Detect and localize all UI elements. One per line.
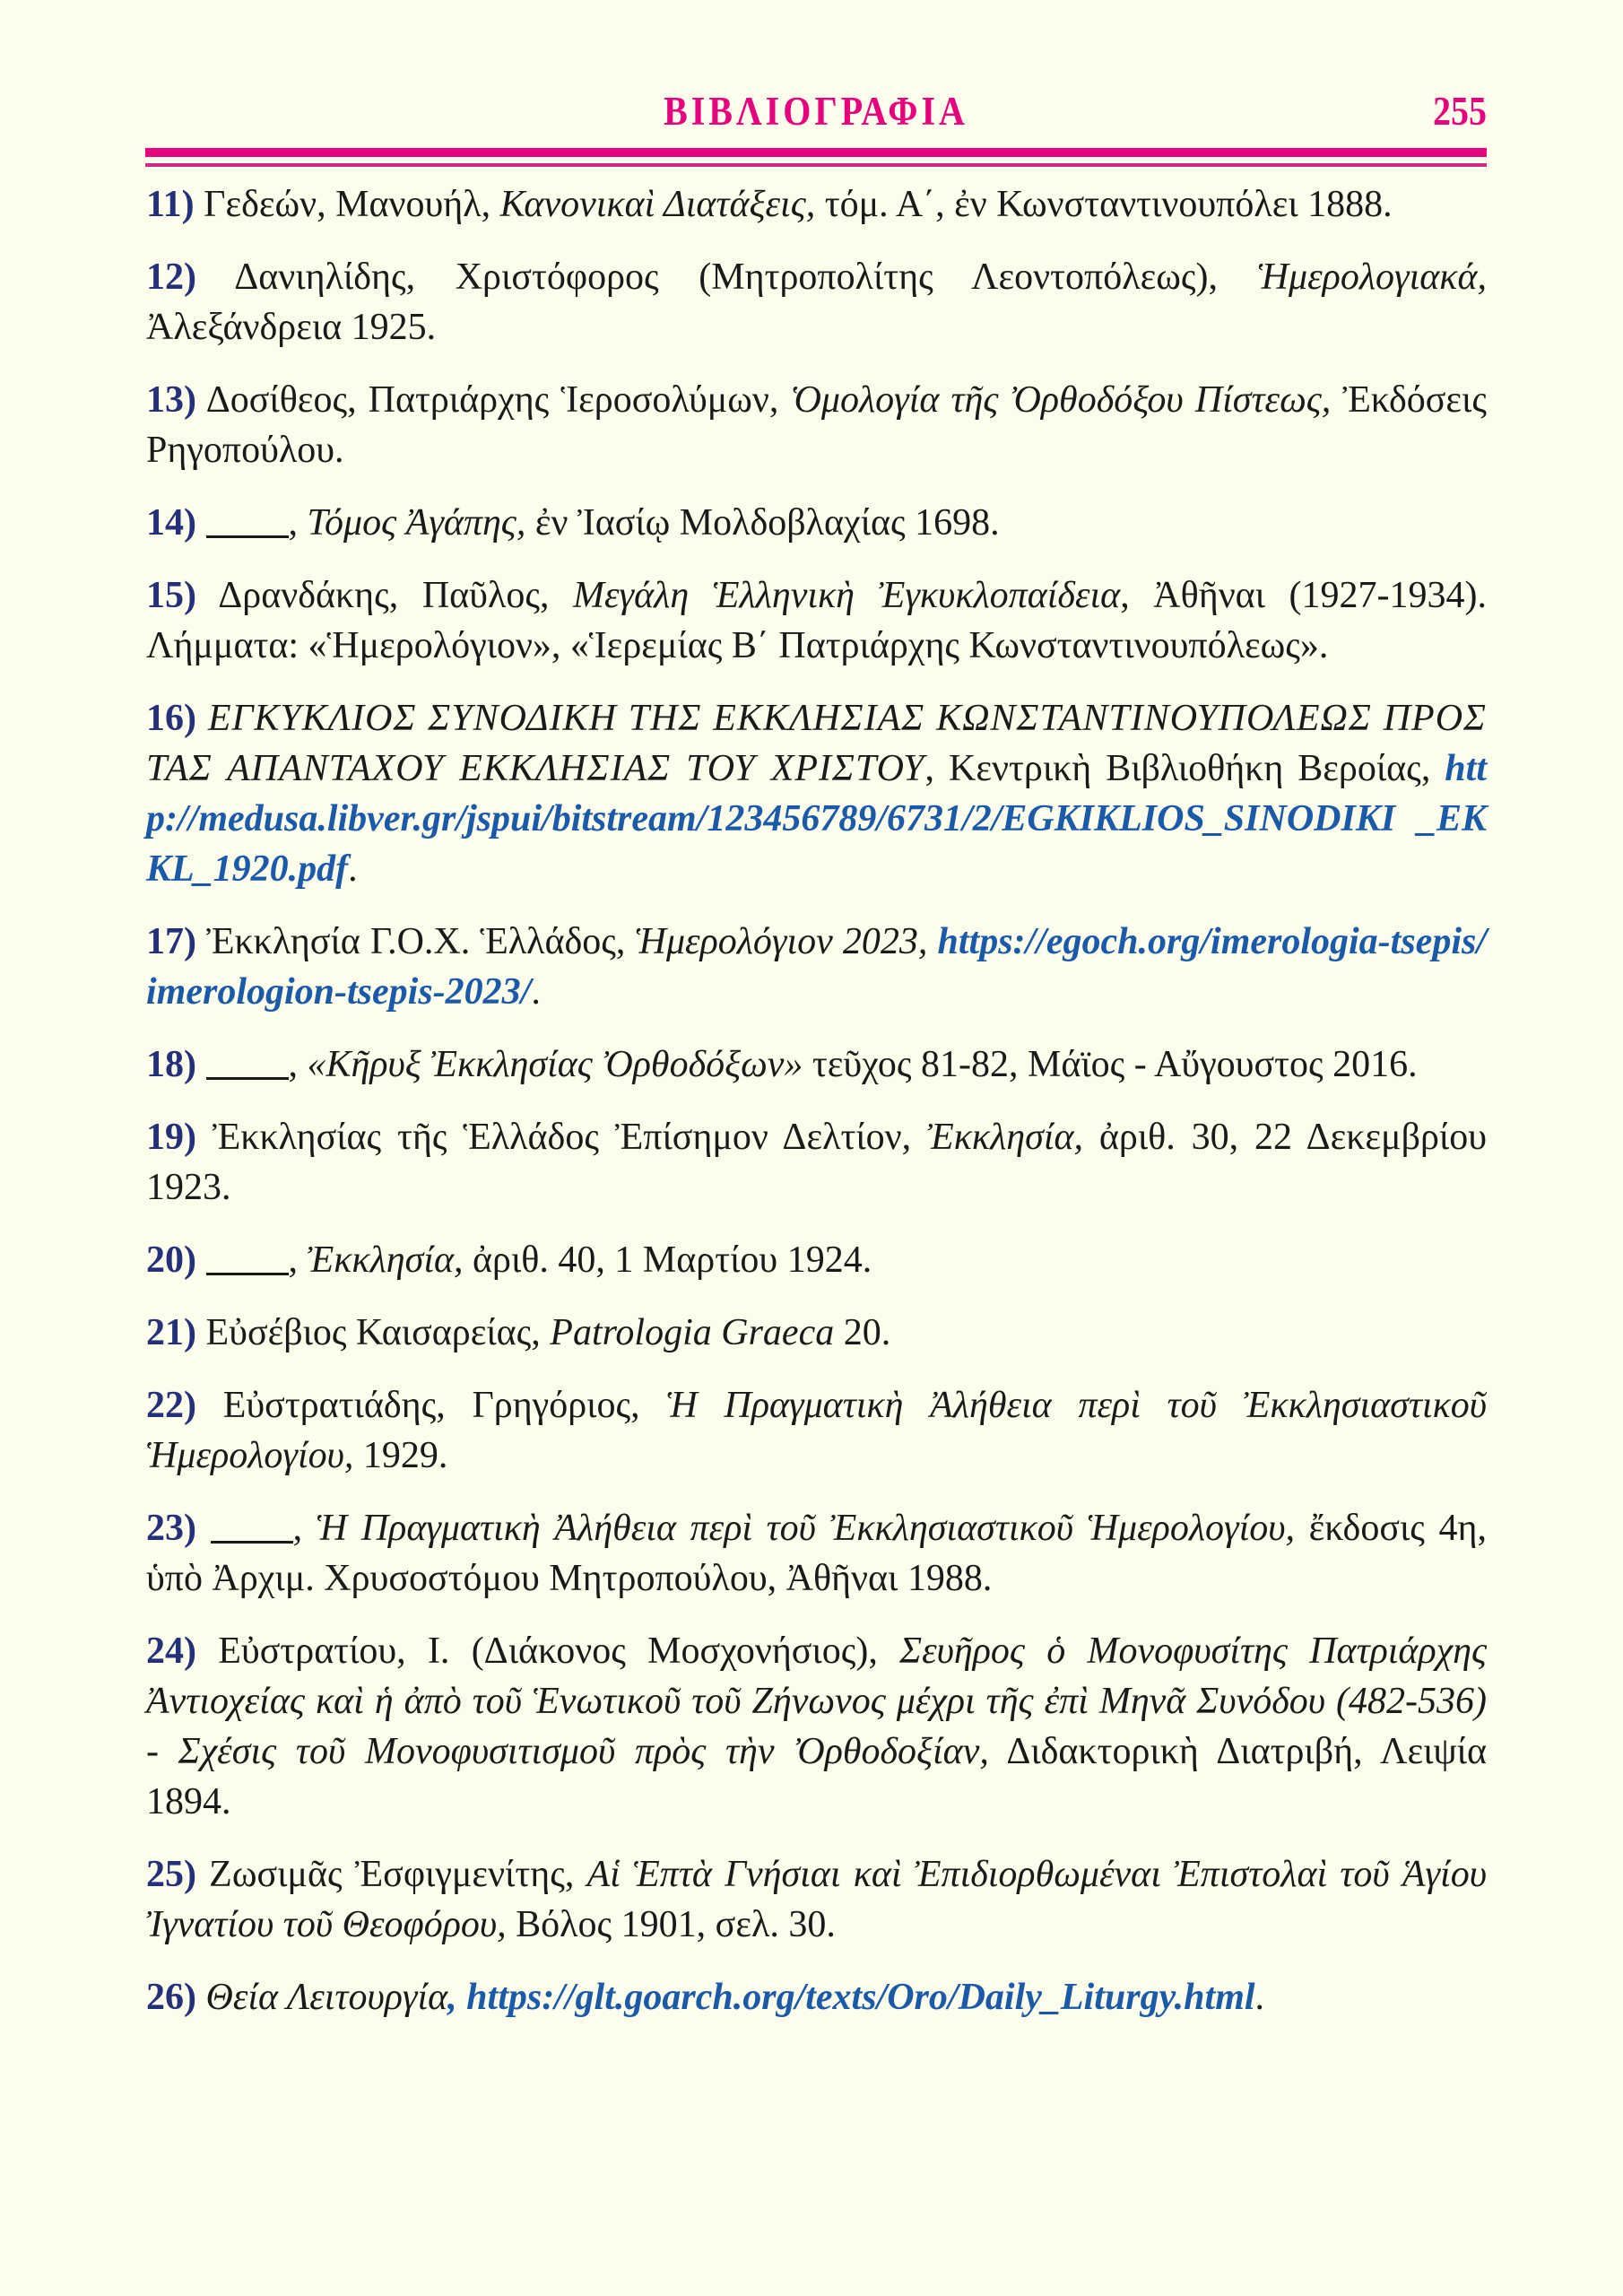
entry-number: 22) (146, 1385, 196, 1426)
entry-number: 14) (146, 502, 196, 544)
entry-title-italic: Ἡμερολογιακά, (1257, 257, 1487, 298)
entry-title-italic: Patrologia Graeca (550, 1312, 835, 1353)
bibliography-list (146, 179, 1487, 2045)
entry-text: ἀριθ. 30, 22 Δεκεμβρίου 1923. (146, 1117, 1487, 1208)
header-title: ΒΙΒΛΙΟΓΡΑΦΙΑ (664, 87, 968, 135)
entry-number: 26) (146, 1977, 196, 2018)
entry-title-italic: Αἱ Ἑπτὰ Γνήσιαι καὶ Ἐπιδιορθωμέναι Ἐπιστολαὶ τοῦ Ἁγίου Ἰγνατίου τοῦ Θεοφόρου, (146, 1854, 1487, 1945)
entry-text: ἀριθ. 40, 1 Μαρτίου 1924. (463, 1239, 872, 1281)
entry-title-italic: Ἡ Πραγματικὴ Ἀλήθεια περὶ τοῦ Ἐκκλησιαστικοῦ Ἡμερολογίου, (146, 1385, 1488, 1476)
entry-title-italic: Ἡμερολόγιον 2023, (635, 921, 928, 962)
entry-text: Ἐκδόσεις Ρηγοπούλου. (146, 379, 1487, 471)
entry-title-italic: Σευῆρος ὁ Μονοφυσίτης Πατριάρχης Ἀντιοχείας καὶ ἡ ἀπὸ τοῦ Ἑνωτικοῦ τοῦ Ζήνωνος μέχρι τῆς ἐπὶ Μηνᾶ Συνόδου (482-536) - Σχέσις τοῦ Μονοφυσιτισμοῦ πρὸς τὴν Ὀρθοδοξίαν, (146, 1631, 1487, 1772)
bibliography-entry (146, 1626, 1487, 1827)
entry-text: , (288, 502, 308, 544)
entry-number: 17) (146, 921, 196, 962)
entry-number: 12) (146, 257, 196, 298)
bibliography-entry (146, 693, 1487, 894)
entry-text: Γεδεών, Μανουήλ, (194, 184, 500, 225)
entry-text: Διδακτορικὴ Διατριβή, Λειψία 1894. (146, 1731, 1487, 1822)
entry-text: , (292, 1508, 317, 1549)
header-rule-thin (145, 163, 1487, 167)
entry-text: Εὐστρατίου, Ι. (Διάκονος Μοσχονήσιος), (196, 1631, 900, 1672)
entry-text: , (447, 1977, 467, 2018)
header-rule-thick (145, 148, 1487, 157)
entry-text: Δρανδάκης, Παῦλος, (196, 575, 574, 616)
entry-text: , (288, 1239, 308, 1281)
bibliography-entry (146, 1380, 1487, 1481)
bibliography-entry (146, 1849, 1487, 1950)
entry-text: 20. (834, 1312, 891, 1353)
entry-title-italic: Ἐκκλησία, (927, 1117, 1084, 1158)
entry-title-italic: «Κῆρυξ Ἐκκλησίας Ὀρθοδόξων» (307, 1044, 803, 1085)
bibliography-entry (146, 1308, 1487, 1358)
bibliography-entry (146, 498, 1487, 548)
bibliography-entry (146, 570, 1487, 671)
entry-number: 21) (146, 1312, 196, 1353)
bibliography-entry (146, 375, 1487, 475)
bibliography-entry (146, 1235, 1487, 1285)
entry-title-italic: Ἡ Πραγματικὴ Ἀλήθεια περὶ τοῦ Ἐκκλησιαστικοῦ Ἡμερολογίου, (316, 1508, 1296, 1549)
bibliography-entry (146, 1112, 1487, 1213)
entry-number: 25) (146, 1854, 196, 1895)
entry-number: 18) (146, 1044, 196, 1085)
url-link[interactable]: https://egoch.org/imerologia-tsepis/imerologion-tsepis-2023/ (146, 921, 1488, 1013)
entry-text: Ἐκκλησία Γ.Ο.Χ. Ἑλλάδος, (196, 921, 636, 962)
entry-number: 15) (146, 575, 196, 616)
entry-text: , Ἀθῆναι (1927-1934). Λήμματα: «Ἡμερολόγιον», «Ἱερεμίας Β΄ Πατριάρχης Κωνσταντινουπόλεως». (146, 575, 1488, 666)
entry-text: ἐν Ἰασίῳ Μολδοβλαχίας 1698. (525, 502, 1000, 544)
entry-number: 24) (146, 1631, 196, 1672)
entry-text (196, 1977, 206, 2018)
entry-text: Εὐσέβιος Καισαρείας, (196, 1312, 551, 1353)
entry-text: . (531, 971, 541, 1013)
running-header (145, 87, 1487, 135)
url-link[interactable]: https://glt.goarch.org/texts/Oro/Daily_Liturgy.html (466, 1977, 1255, 2018)
entry-number: 16) (146, 698, 196, 739)
entry-number: 20) (146, 1239, 196, 1281)
bibliography-entry (146, 1039, 1487, 1090)
entry-title-italic: Κανονικαὶ Διατάξεις, (499, 184, 816, 225)
entry-title-italic: Μεγάλη Ἑλληνικὴ Ἐγκυκλοπαίδεια (573, 575, 1121, 616)
entry-title-italic: ΕΓΚΥΚΛΙΟΣ ΣΥΝΟΔΙΚΗ ΤΗΣ ΕΚΚΛΗΣΙΑΣ ΚΩΝΣΤΑΝΤΙΝΟΥΠΟΛΕΩΣ ΠΡΟΣ ΤΑΣ ΑΠΑΝΤΑΧΟΥ ΕΚΚΛΗΣΙΑΣ ΤΟΥ ΧΡΙΣΤΟΥ (146, 698, 1487, 789)
entry-text: Εὐστρατιάδης, Γρηγόριος, (196, 1385, 667, 1426)
ditto-blank-line (206, 1076, 289, 1080)
bibliography-entry (146, 252, 1487, 352)
entry-text: Δανιηλίδης, Χριστόφορος (Μητροπολίτης Λεοντοπόλεως), (196, 257, 1258, 298)
entry-text: Βόλος 1901, σελ. 30. (506, 1904, 836, 1945)
entry-text (927, 921, 937, 962)
entry-text: Ἀλεξάνδρεια 1925. (146, 307, 437, 348)
entry-text: , Κεντρικὴ Βιβλιοθήκη Βεροίας, (924, 748, 1445, 789)
entry-number: 13) (146, 379, 196, 421)
url-link[interactable]: http://medusa.libver.gr/jspui/bitstream/123456789/6731/2/EGKIKLIOS_SINODIKI _EKKL_1920.pdf (146, 748, 1487, 890)
entry-title-italic: Ὁμολογία τῆς Ὀρθοδόξου Πίστεως, (790, 379, 1332, 421)
entry-title-italic: Θεία Λειτουργία (205, 1977, 448, 2018)
entry-text: Ζωσιμᾶς Ἐσφιγμενίτης, (196, 1854, 587, 1895)
entry-text: Δοσίθεος, Πατριάρχης Ἱεροσολύμων, (196, 379, 791, 421)
entry-text: τεῦχος 81-82, Μάϊος - Αὔγουστος 2016. (803, 1044, 1418, 1085)
entry-text: 1929. (353, 1435, 448, 1476)
bibliography-entry (146, 1972, 1487, 2022)
entry-text: . (1254, 1977, 1265, 2018)
entry-number: 11) (146, 184, 195, 225)
entry-number: 19) (146, 1117, 196, 1158)
entry-text: . (348, 848, 358, 890)
entry-title-italic: Τόμος Ἀγάπης, (307, 502, 526, 544)
entry-text: , (288, 1044, 308, 1085)
entry-title-italic: Ἐκκλησία, (307, 1239, 464, 1281)
entry-text: Ἐκκλησίας τῆς Ἑλλάδος Ἐπίσημον Δελτίον, (196, 1117, 927, 1158)
entry-text: τόμ. Α΄, ἐν Κωνσταντινουπόλει 1888. (815, 184, 1393, 225)
bibliography-entry (146, 1503, 1487, 1604)
entry-text: ἔκδοσις 4η, ὑπὸ Ἀρχιμ. Χρυσοστόμου Μητροπούλου, Ἀθῆναι 1988. (146, 1508, 1488, 1599)
ditto-blank-line (211, 1540, 293, 1544)
entry-number: 23) (146, 1508, 196, 1549)
ditto-blank-line (206, 1272, 289, 1275)
page-number: 255 (1433, 87, 1487, 135)
bibliography-entry (146, 179, 1487, 230)
bibliography-entry (146, 917, 1487, 1017)
ditto-blank-line (206, 535, 289, 538)
